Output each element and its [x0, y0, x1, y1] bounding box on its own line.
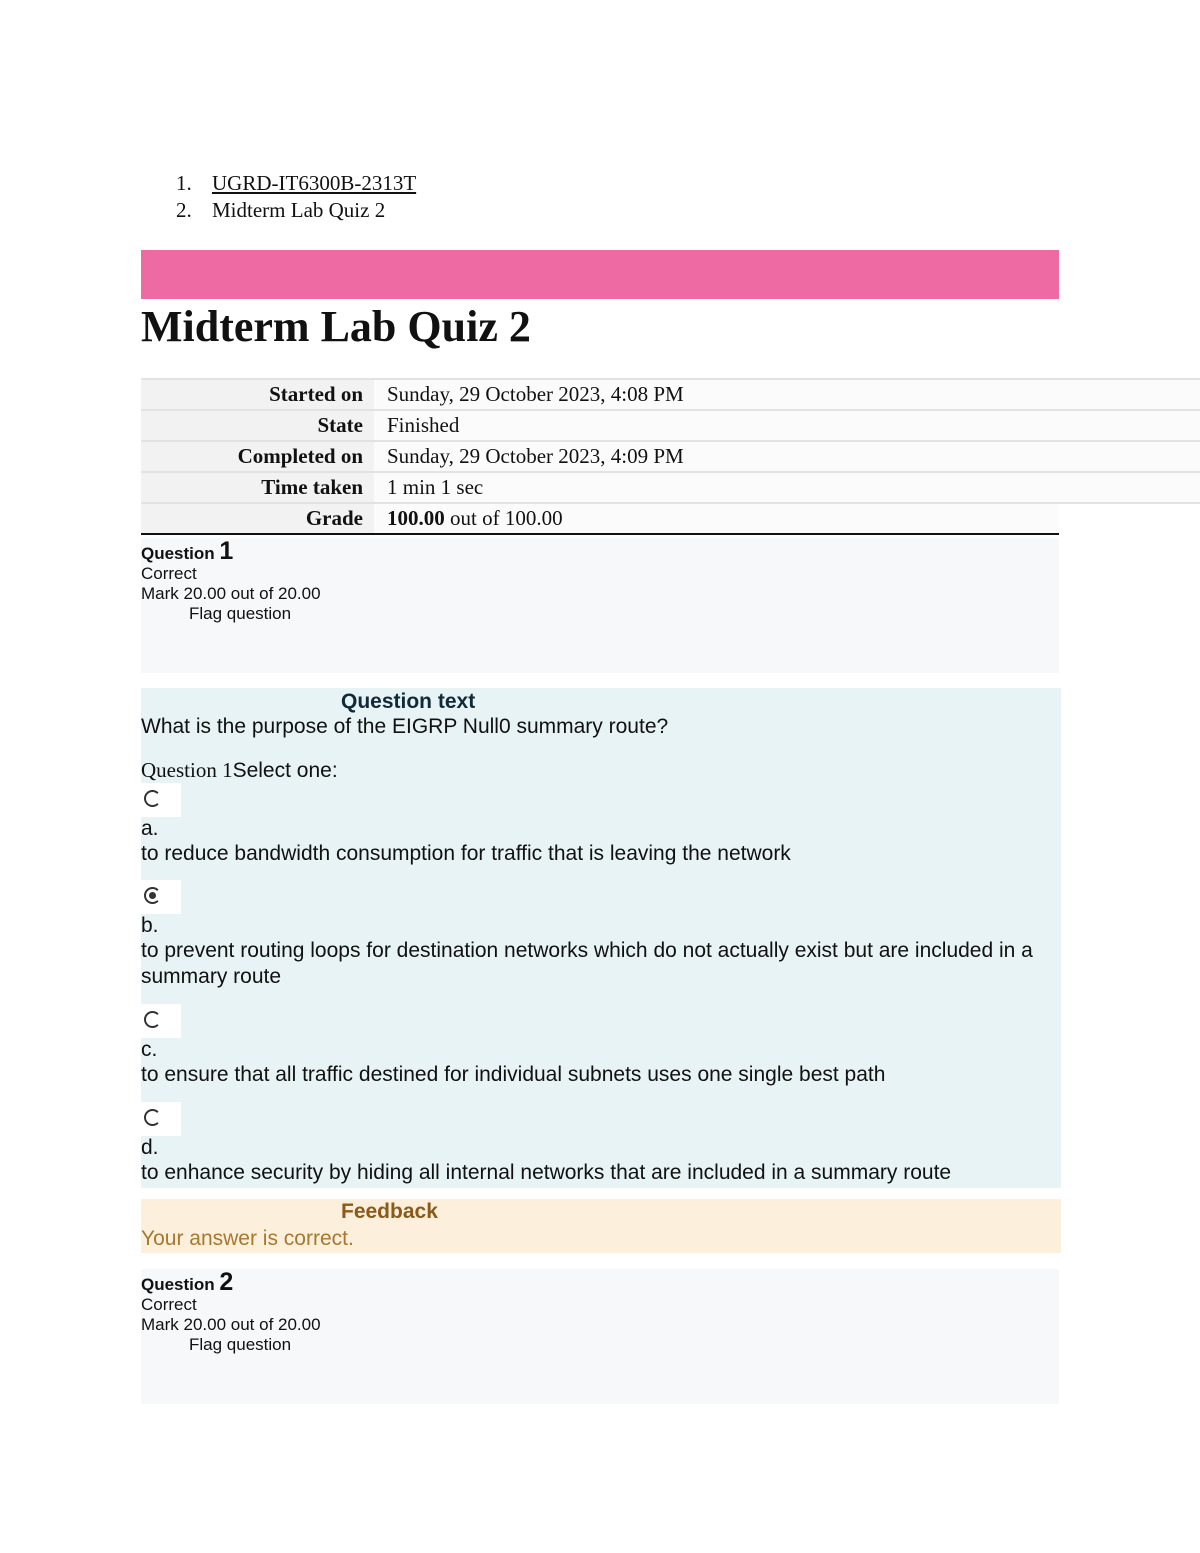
question-info: Question 2 Correct Mark 20.00 out of 20.00 Flag question	[141, 1269, 1059, 1404]
summary-row-grade: Grade 100.00 out of 100.00	[141, 504, 1059, 535]
answer-prompt: Question 1Select one:	[141, 758, 338, 782]
breadcrumb-course-link[interactable]: UGRD-IT6300B-2313T	[212, 171, 417, 195]
attempt-summary-table	[141, 378, 1200, 535]
question-text: What is the purpose of the EIGRP Null0 summary route?	[141, 715, 669, 738]
breadcrumb-item[interactable]: 1. UGRD-IT6300B-2313T	[176, 171, 417, 195]
answer-option-a[interactable]: a. to reduce bandwidth consumption for traffic that is leaving the network	[141, 783, 1059, 867]
header-banner	[141, 250, 1059, 299]
radio-selected-icon[interactable]	[144, 887, 161, 904]
feedback-box	[141, 1199, 1061, 1253]
question-text-heading: Question text	[341, 690, 476, 713]
feedback-text: Your answer is correct.	[141, 1227, 354, 1250]
breadcrumb	[176, 170, 416, 224]
answer-option-d[interactable]: d. to enhance security by hiding all internal networks that are included in a summary route	[141, 1102, 1059, 1186]
feedback-heading: Feedback	[341, 1200, 438, 1223]
summary-row: Started on Sunday, 29 October 2023, 4:08 PM	[141, 380, 1200, 411]
radio-icon[interactable]	[144, 790, 161, 807]
grade-score: 100.00	[387, 506, 445, 530]
question-info: Question 1 Correct Mark 20.00 out of 20.00 Flag question	[141, 538, 1059, 673]
question-mark: Mark 20.00 out of 20.00	[141, 1315, 321, 1334]
question-content	[141, 688, 1061, 1188]
answer-option-c[interactable]: c. to ensure that all traffic destined for individual subnets uses one single best path	[141, 1004, 1059, 1088]
question-status: Correct	[141, 564, 197, 583]
summary-row: Completed on Sunday, 29 October 2023, 4:09 PM	[141, 442, 1200, 473]
flag-question-link[interactable]: Flag question	[189, 604, 292, 623]
summary-row: State Finished	[141, 411, 1200, 442]
page-title: Midterm Lab Quiz 2	[141, 302, 531, 351]
flag-question-link[interactable]: Flag question	[189, 1335, 292, 1354]
summary-row: Time taken 1 min 1 sec	[141, 473, 1200, 504]
breadcrumb-current: Midterm Lab Quiz 2	[212, 198, 386, 222]
radio-icon[interactable]	[144, 1109, 161, 1126]
question-status: Correct	[141, 1295, 197, 1314]
question-mark: Mark 20.00 out of 20.00	[141, 584, 321, 603]
answer-option-b[interactable]: b. to prevent routing loops for destination networks which do not actually exist but are included in a summary route	[141, 880, 1059, 990]
breadcrumb-item: 2. Midterm Lab Quiz 2	[176, 198, 386, 222]
radio-icon[interactable]	[144, 1011, 161, 1028]
